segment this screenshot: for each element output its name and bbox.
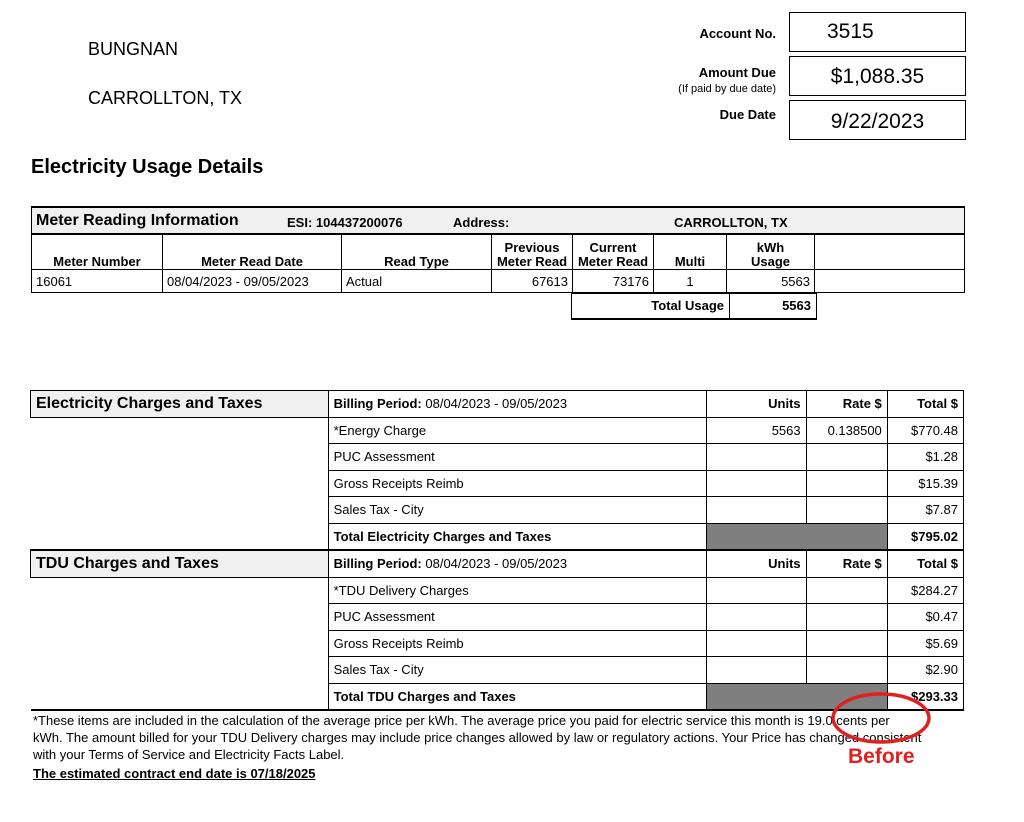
tdu-desc: PUC Assessment: [328, 604, 707, 631]
tdu-title: TDU Charges and Taxes: [31, 550, 329, 577]
tdu-col-units: Units: [707, 550, 806, 577]
table-row: [31, 577, 964, 604]
electricity-total-row: [31, 523, 964, 550]
customer-city: CARROLLTON, TX: [88, 88, 243, 108]
footnote-line-3: with your Terms of Service and Electricity Facts Label.: [33, 747, 345, 762]
tdu-desc: *TDU Delivery Charges: [328, 577, 707, 604]
spacer-cell: [31, 657, 329, 684]
meter-number: 16061: [32, 270, 163, 293]
tdu-col-total: Total $: [887, 550, 963, 577]
section-title: Electricity Usage Details: [31, 156, 264, 178]
amount-due-sublabel: (If paid by due date): [678, 83, 776, 95]
spacer-cell: [31, 470, 329, 497]
col-read-type: Read Type: [342, 234, 492, 270]
electricity-col-total: Total $: [887, 391, 963, 418]
table-row: [31, 497, 964, 524]
meter-read-date: 08/04/2023 - 09/05/2023: [163, 270, 342, 293]
spacer-cell: [31, 444, 329, 471]
table-row: [31, 604, 964, 631]
col-kwh-usage: kWh Usage: [727, 234, 815, 270]
meter-table: [31, 233, 965, 293]
tdu-total-label: Total TDU Charges and Taxes: [328, 683, 707, 710]
total-usage-value-cell: [728, 293, 817, 320]
table-row: [31, 444, 964, 471]
gray-fill: [707, 523, 887, 550]
spacer-cell: [31, 683, 329, 710]
contract-end-date: The estimated contract end date is 07/18/2025: [33, 766, 316, 781]
charge-total: $1.28: [887, 444, 963, 471]
table-row: [31, 630, 964, 657]
meter-header-bar: [31, 206, 965, 235]
charge-desc: *Energy Charge: [328, 417, 707, 444]
current-read: 73176: [573, 270, 654, 293]
total-usage-label: Total Usage: [651, 298, 724, 313]
spacer-cell: [31, 497, 329, 524]
tdu-total: $2.90: [887, 657, 963, 684]
charge-rate: [806, 470, 887, 497]
amount-due-value: $1,088.35: [830, 65, 925, 88]
electricity-billing-period: 08/04/2023 - 09/05/2023: [425, 396, 568, 412]
tdu-billing-label: Billing Period:: [333, 556, 422, 572]
annotation-ellipse: [833, 694, 929, 742]
due-date-box: [789, 100, 966, 140]
spacer-cell: [31, 523, 329, 550]
charge-total: $770.48: [887, 417, 963, 444]
due-date-value: 9/22/2023: [830, 110, 925, 133]
tdu-rate: [806, 604, 887, 631]
tdu-units: [707, 604, 806, 631]
charge-rate: 0.138500: [806, 417, 887, 444]
spacer-cell: [31, 604, 329, 631]
electricity-total-label: Total Electricity Charges and Taxes: [328, 523, 707, 550]
charge-rate: [806, 444, 887, 471]
col-current-read: Current Meter Read: [573, 234, 654, 270]
meter-blank-cell: [815, 270, 965, 293]
tdu-total: $284.27: [887, 577, 963, 604]
tdu-rate: [806, 577, 887, 604]
electricity-header-row: [31, 391, 964, 418]
table-row: [31, 470, 964, 497]
electricity-billing-period-cell: [328, 391, 707, 418]
meter-esi: ESI: 104437200076: [287, 215, 403, 230]
amount-due-box: [789, 56, 966, 96]
col-meter-read-date: Meter Read Date: [163, 234, 342, 270]
tdu-billing-period-cell: [328, 550, 707, 577]
amount-due-label: Amount Due: [698, 65, 776, 80]
account-no-box: [789, 12, 966, 52]
read-type: Actual: [342, 270, 492, 293]
annotation-label: Before: [848, 745, 915, 768]
col-meter-number: Meter Number: [32, 234, 163, 270]
spacer-cell: [31, 630, 329, 657]
annotation-circle: [826, 686, 936, 750]
charge-units: [707, 444, 806, 471]
tdu-units: [707, 577, 806, 604]
tdu-rate: [806, 657, 887, 684]
customer-name: BUNGNAN: [88, 39, 179, 59]
due-date-label: Due Date: [719, 107, 776, 122]
col-multi: Multi: [654, 234, 727, 270]
charge-units: 5563: [707, 417, 806, 444]
total-usage-label-cell: [571, 293, 730, 320]
charge-desc: Gross Receipts Reimb: [328, 470, 707, 497]
tdu-desc: Gross Receipts Reimb: [328, 630, 707, 657]
tdu-rate: [806, 630, 887, 657]
tdu-units: [707, 657, 806, 684]
tdu-total: $0.47: [887, 604, 963, 631]
table-row: [31, 417, 964, 444]
charges-table: [30, 390, 964, 711]
meter-header-row: [32, 234, 965, 270]
table-row: [32, 270, 965, 293]
tdu-header-row: [31, 550, 964, 577]
meter-title: Meter Reading Information: [36, 212, 239, 229]
electricity-total-value: $795.02: [887, 523, 963, 550]
kwh-usage: 5563: [727, 270, 815, 293]
charge-desc: PUC Assessment: [328, 444, 707, 471]
charge-units: [707, 497, 806, 524]
tdu-units: [707, 630, 806, 657]
spacer-cell: [31, 577, 329, 604]
charge-desc: Sales Tax - City: [328, 497, 707, 524]
charge-rate: [806, 497, 887, 524]
tdu-billing-period: 08/04/2023 - 09/05/2023: [425, 556, 568, 572]
electricity-title: Electricity Charges and Taxes: [31, 391, 329, 418]
tdu-total-row: [31, 683, 964, 710]
charge-units: [707, 470, 806, 497]
meter-address: CARROLLTON, TX: [674, 215, 788, 230]
tdu-col-rate: Rate $: [806, 550, 887, 577]
previous-read: 67613: [492, 270, 573, 293]
col-previous-read: Previous Meter Read: [492, 234, 573, 270]
tdu-total-value: $293.33: [887, 683, 963, 710]
electricity-col-units: Units: [707, 391, 806, 418]
total-usage-value: 5563: [782, 298, 811, 313]
meter-blank-col: [815, 234, 965, 270]
table-row: [31, 657, 964, 684]
electricity-billing-label: Billing Period:: [333, 396, 422, 412]
account-no-label: Account No.: [699, 26, 776, 41]
charge-total: $7.87: [887, 497, 963, 524]
multi: 1: [654, 270, 727, 293]
footnote-line-1: *These items are included in the calculation of the average price per kWh. The average price you paid for electric service this month is 19.0 cents per: [33, 713, 890, 728]
spacer-cell: [31, 417, 329, 444]
tdu-total: $5.69: [887, 630, 963, 657]
meter-address-label: Address:: [453, 215, 510, 230]
electricity-col-rate: Rate $: [806, 391, 887, 418]
account-no-value: 3515: [827, 20, 874, 43]
tdu-desc: Sales Tax - City: [328, 657, 707, 684]
footnote-line-2: kWh. The amount billed for your TDU Delivery charges may include price changes allowed by law or regulatory actions. Your Price has changed consistent: [33, 730, 922, 745]
charge-total: $15.39: [887, 470, 963, 497]
